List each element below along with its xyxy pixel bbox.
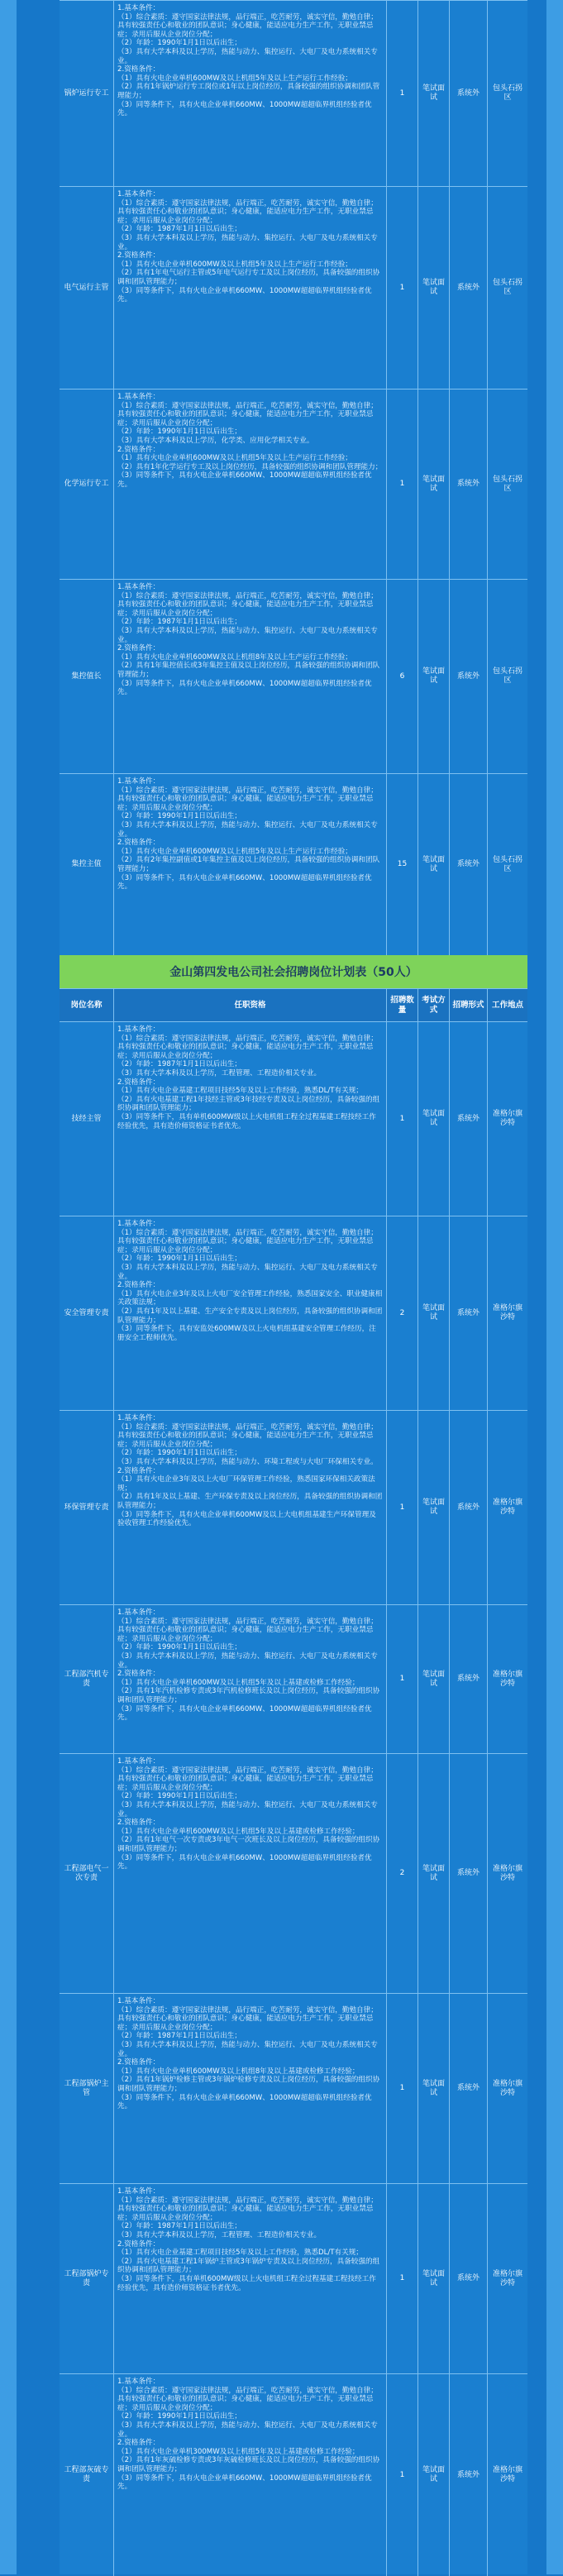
recruit-mode: 系统外 <box>450 1994 488 2183</box>
section-banner <box>60 955 527 988</box>
table-row <box>60 579 527 773</box>
duty-text: 1.基本条件： （1）综合素质：遵守国家法律法规，品行端正，吃苦耐劳，诚实守信，勤勉自律；具有较强责任心和敬业的团队意识；身心健康，能适应电力生产工作，无职业禁忌症；录用后服从企业岗位分配； （2）年龄：1990年1月1日以后出生； （3）具有大学本科及以上学历，热能与动力、集控运行、大电厂及电力系统相关专业。 2.资格条件： （1）具有火电企业单机600MW及以上机组5年及以上生产运行工作经验； （2）具有1年锅炉运行专工岗位或1年以上岗位经历，具备较强的组织协调和团队管理能力； （3）同等条件下，具有火电企业单机660MW、1000MW超超临界机组经验者优先。 <box>117 4 380 118</box>
section-banner-title: 金山第四发电公司社会招聘岗位计划表（50人） <box>169 966 417 979</box>
headcount: 1 <box>387 187 418 389</box>
qualification-cell <box>114 2184 387 2373</box>
right-margin <box>546 0 563 2574</box>
qualification-cell <box>114 1994 387 2183</box>
duty-text: 1.基本条件： （1）综合素质：遵守国家法律法规，品行端正，吃苦耐劳，诚实守信，勤勉自律；具有较强责任心和敬业的团队意识；身心健康，能适应电力生产工作，无职业禁忌症；录用后服从企业岗位分配； （2）年龄：1990年1月1日以后出生； （3）具有大学本科及以上学历，热能与动力、集控运行、大电厂及电力系统相关专业。 2.资格条件： （1）具有火电企业单机300MW及以上机组5年及以上基建或检修工作经验； （2）具有1年灰硫检修专责或3年灰硫检修班长及以上岗位经历，具备较强的组织协调和团队管理能力； （3）同等条件下，具有火电企业单机660MW、1000MW超超临界机组经验者优先。 <box>117 2378 380 2492</box>
work-location: 包头石拐区 <box>492 279 522 296</box>
duty-text: 1.基本条件： （1）综合素质：遵守国家法律法规，品行端正，吃苦耐劳，诚实守信，勤勉自律；具有较强责任心和敬业的团队意识；身心健康，能适应电力生产工作，无职业禁忌症；录用后服从企业岗位分配； （2）年龄：1990年1月1日以后出生； （3）具有大学本科及以上学历，热能与动力、集控运行、大电厂及电力系统相关专业。 2.资格条件： （1）具有火电企业单机600MW及以上机组5年及以上基建或检修工作经验； （2）具有1年汽机检修专责或3年汽机检修班长及以上岗位经历，具备较强的组织协调和团队管理能力； （3）同等条件下，具有火电企业单机660MW、1000MW超超临界机组经验者优先。 <box>117 1608 380 1723</box>
table-row <box>60 1604 527 1753</box>
exam-method: 笔试面试 <box>418 580 450 773</box>
headcount: 1 <box>387 2184 418 2373</box>
header-mode: 招聘形式 <box>450 989 488 1021</box>
work-location: 准格尔旗沙特 <box>492 1670 522 1688</box>
work-location: 准格尔旗沙特 <box>492 1110 522 1127</box>
duty-text: 1.基本条件： （1）综合素质：遵守国家法律法规，品行端正，吃苦耐劳，诚实守信，勤勉自律；具有较强责任心和敬业的团队意识；身心健康，能适应电力生产工作，无职业禁忌症；录用后服从企业岗位分配； （2）年龄：1990年1月1日以后出生； （3）具有大学本科及以上学历，热能与动力、集控运行、大电厂及电力系统相关专业。 2.资格条件： （1）具有火电企业单机600MW及以上机组5年及以上生产运行工作经验； （2）具有2年集控副值或1年集控主值及以上岗位经历，具备较强的组织协调和团队管理能力； （3）同等条件下，具有火电企业单机660MW、1000MW超超临界机组经验者优先。 <box>117 777 380 891</box>
exam-method: 笔试面试 <box>418 390 450 579</box>
table-row <box>60 186 527 389</box>
duty-text: 1.基本条件： （1）综合素质：遵守国家法律法规，品行端正，吃苦耐劳，诚实守信，勤勉自律；具有较强责任心和敬业的团队意识；身心健康，能适应电力生产工作，无职业禁忌症；录用后服从企业岗位分配； （2）年龄：1990年1月1日以后出生； （3）具有大学本科及以上学历，热能与动力、集控运行、大电厂及电力系统相关专业。 2.资格条件： （1）具有火电企业3年及以上火电厂安全管理工作经验，熟悉国家安全、职业健康相关政策法规； （2）具有1年及以上基建、生产安全专责及以上岗位经历，具备较强的组织协调和团队管理能力； （3）同等条件下，具有安监处600MW及以上火电机组基建安全管理工作经历，注册安全工程师优先。 <box>117 1220 383 1342</box>
work-location: 包头石拐区 <box>492 855 522 873</box>
duty-text: 1.基本条件： （1）综合素质：遵守国家法律法规，品行端正，吃苦耐劳，诚实守信，勤勉自律；具有较强责任心和敬业的团队意识；身心健康，能适应电力生产工作，无职业禁忌症；录用后服从企业岗位分配； （2）年龄：1987年1月1日以后出生； （3）具有大学本科及以上学历，工程管理、工程造价相关专业。 2.资格条件： （1）具有火电企业基建工程项目技经5年及以上工作经验，熟悉DL/T有关规； （2）具有火电基建工程1年技经主管或3年技经专责及以上岗位经历，具备较强的组织协调和团队管理能力； （3）同等条件下，具有单机600MW级以上火电机组工程全过程基建工程技经工作经验优先，具有造价师资格证书者优先。 <box>117 1025 380 1130</box>
exam-method: 笔试面试 <box>418 1605 450 1753</box>
qualification-cell <box>114 580 387 773</box>
exam-method: 笔试面试 <box>418 1022 450 1216</box>
exam-method: 笔试面试 <box>418 2374 450 2576</box>
header-title: 岗位名称 <box>60 989 114 1021</box>
header-num: 招聘数量 <box>387 989 418 1021</box>
headcount: 1 <box>387 1994 418 2183</box>
recruit-mode: 系统外 <box>450 2374 488 2576</box>
qualification-cell <box>114 774 387 955</box>
recruit-mode: 系统外 <box>450 774 488 955</box>
recruit-mode: 系统外 <box>450 1216 488 1410</box>
position-title: 集控值长 <box>60 580 114 773</box>
table-row <box>60 1410 527 1604</box>
duty-text: 1.基本条件： （1）综合素质：遵守国家法律法规，品行端正，吃苦耐劳，诚实守信，勤勉自律；具有较强责任心和敬业的团队意识；身心健康，能适应电力生产工作，无职业禁忌症；录用后服从企业岗位分配； （2）年龄：1987年1月1日以后出生； （3）具有大学本科及以上学历，热能与动力、集控运行、大电厂及电力系统相关专业。 2.资格条件： （1）具有火电企业单机600MW及以上机组8年及以上生产运行工作经验； （2）具有1年集控值长或3年集控主值及以上岗位经历，具备较强的组织协调和团队管理能力； （3）同等条件下，具有火电企业单机660MW、1000MW超超临界机组经验者优先。 <box>117 583 380 697</box>
duty-text: 1.基本条件： （1）综合素质：遵守国家法律法规，品行端正，吃苦耐劳，诚实守信，勤勉自律；具有较强责任心和敬业的团队意识；身心健康，能适应电力生产工作，无职业禁忌症；录用后服从企业岗位分配； （2）年龄：1987年1月1日以后出生； （3）具有大学本科及以上学历，热能与动力、集控运行、大电厂及电力系统相关专业。 2.资格条件： （1）具有火电企业单机600MW及以上机组5年及以上生产运行工作经验； （2）具有1年电气运行主管或5年电气运行专工及以上岗位经历，具备较强的组织协调和团队管理能力； （3）同等条件下，具有火电企业单机660MW、1000MW超超临界机组经验者优先。 <box>117 190 380 304</box>
work-location: 准格尔旗沙特 <box>492 2466 522 2483</box>
table-row <box>60 389 527 579</box>
headcount: 1 <box>387 1605 418 1753</box>
headcount: 2 <box>387 1216 418 1410</box>
headcount: 1 <box>387 1411 418 1604</box>
table-row <box>60 1993 527 2183</box>
recruit-mode: 系统外 <box>450 2184 488 2373</box>
position-title: 工程部锅炉主管 <box>60 1994 114 2183</box>
recruit-mode: 系统外 <box>450 1411 488 1604</box>
recruit-mode: 系统外 <box>450 1754 488 1993</box>
header-row <box>60 988 527 1021</box>
duty-text: 1.基本条件： （1）综合素质：遵守国家法律法规，品行端正，吃苦耐劳，诚实守信，勤勉自律；具有较强责任心和敬业的团队意识；身心健康，能适应电力生产工作，无职业禁忌症；录用后服从企业岗位分配； （2）年龄：1987年1月1日以后出生； （3）具有大学本科及以上学历，热能与动力、集控运行、大电厂及电力系统相关专业。 2.资格条件： （1）具有火电企业单机600MW及以上机组8年及以上基建或检修工作经验； （2）具有1年锅炉检修主管或3年锅炉检修专责及以上岗位经历，具备较强的组织协调和团队管理能力； （3）同等条件下，具有火电企业单机660MW、1000MW超超临界机组经验者优先。 <box>117 1997 380 2111</box>
work-location: 包头石拐区 <box>492 84 522 102</box>
recruit-mode: 系统外 <box>450 580 488 773</box>
qualification-cell <box>114 1216 387 1410</box>
exam-method: 笔试面试 <box>418 1754 450 1993</box>
position-title: 工程部汽机专责 <box>60 1605 114 1753</box>
exam-method: 笔试面试 <box>418 187 450 389</box>
qualification-cell <box>114 1411 387 1604</box>
position-title: 锅炉运行专工 <box>60 1 114 186</box>
qualification-cell <box>114 390 387 579</box>
duty-text: 1.基本条件： （1）综合素质：遵守国家法律法规，品行端正，吃苦耐劳，诚实守信，勤勉自律；具有较强责任心和敬业的团队意识；身心健康，能适应电力生产工作，无职业禁忌症；录用后服从企业岗位分配； （2）年龄：1987年1月1日以后出生； （3）具有大学本科及以上学历，工程管理、工程造价相关专业。 2.资格条件： （1）具有火电企业基建工程项目技经5年及以上工作经验，熟悉DL/T有关规； （2）具有火电基建工程1年锅炉主管或3年锅炉专责及以上岗位经历，具备较强的组织协调和团队管理能力； （3）同等条件下，具有单机600MW级以上火电机组工程全过程基建工程技经工作经验优先，具有造价师资格证书者优先。 <box>117 2187 380 2292</box>
table-row <box>60 1753 527 1993</box>
table-row <box>60 773 527 955</box>
headcount: 1 <box>387 390 418 579</box>
table-row <box>60 2183 527 2373</box>
position-title: 技经主管 <box>60 1022 114 1216</box>
headcount: 6 <box>387 580 418 773</box>
recruit-mode: 系统外 <box>450 1 488 186</box>
recruit-mode: 系统外 <box>450 187 488 389</box>
work-location: 准格尔旗沙特 <box>492 2079 522 2097</box>
left-margin <box>0 0 17 2574</box>
position-title: 集控主值 <box>60 774 114 955</box>
table-row <box>60 2373 527 2576</box>
duty-text: 1.基本条件： （1）综合素质：遵守国家法律法规，品行端正，吃苦耐劳，诚实守信，勤勉自律；具有较强责任心和敬业的团队意识；身心健康，能适应电力生产工作，无职业禁忌症；录用后服从企业岗位分配； （2）年龄：1990年1月1日以后出生； （3）具有大学本科及以上学历，热能与动力、环境工程或与大电厂环保相关专业。 2.资格条件： （1）具有火电企业3年及以上火电厂环保管理工作经验，熟悉国家环保相关政策法规； （2）具有1年及以上基建、生产环保专责及以上岗位经历，具备较强的组织协调和团队管理能力； （3）同等条件下，具有火电企业单机600MW及以上大电机组基建生产环保管理及验收管理工作经验优先。 <box>117 1414 383 1528</box>
work-location: 准格尔旗沙特 <box>492 1304 522 1321</box>
qualification-cell <box>114 1754 387 1993</box>
table-row <box>60 0 527 186</box>
header-loc: 工作地点 <box>491 1000 523 1010</box>
headcount: 2 <box>387 1754 418 1993</box>
table-row <box>60 1216 527 1410</box>
work-location: 准格尔旗沙特 <box>492 1498 522 1516</box>
exam-method: 笔试面试 <box>418 2184 450 2373</box>
exam-method: 笔试面试 <box>418 1994 450 2183</box>
qualification-cell <box>114 1 387 186</box>
qualification-cell <box>114 187 387 389</box>
position-title: 工程部灰硫专责 <box>60 2374 114 2576</box>
headcount: 1 <box>387 1022 418 1216</box>
work-location: 包头石拐区 <box>492 667 522 685</box>
work-location: 准格尔旗沙特 <box>492 1864 522 1882</box>
exam-method: 笔试面试 <box>418 1216 450 1410</box>
recruitment-table-panel <box>60 0 527 2574</box>
recruit-mode: 系统外 <box>450 390 488 579</box>
exam-method: 笔试面试 <box>418 1411 450 1604</box>
headcount: 1 <box>387 2374 418 2576</box>
position-title: 化学运行专工 <box>60 390 114 579</box>
table-row <box>60 1021 527 1216</box>
qualification-cell <box>114 1605 387 1753</box>
qualification-cell <box>114 2374 387 2576</box>
headcount: 15 <box>387 774 418 955</box>
position-title: 环保管理专责 <box>60 1411 114 1604</box>
position-title: 工程部电气一次专责 <box>60 1754 114 1993</box>
headcount: 1 <box>387 1 418 186</box>
header-duty: 任职资格 <box>114 989 387 1021</box>
header-exam: 考试方式 <box>418 989 450 1021</box>
exam-method: 笔试面试 <box>418 774 450 955</box>
duty-text: 1.基本条件： （1）综合素质：遵守国家法律法规，品行端正，吃苦耐劳，诚实守信，勤勉自律；具有较强责任心和敬业的团队意识；身心健康，能适应电力生产工作，无职业禁忌症；录用后服从企业岗位分配； （2）年龄：1990年1月1日以后出生； （3）具有大学本科及以上学历，化学类、应用化学相关专业。 2.资格条件： （1）具有火电企业单机600MW及以上机组5年及以上生产运行工作经验； （2）具有1年化学运行专工及以上岗位经历，具备较强的组织协调和团队管理能力； （3）同等条件下，具有火电企业单机660MW、1000MW超超临界机组经验者优先。 <box>117 393 383 489</box>
work-location: 准格尔旗沙特 <box>492 2269 522 2287</box>
exam-method: 笔试面试 <box>418 1 450 186</box>
recruit-mode: 系统外 <box>450 1022 488 1216</box>
position-title: 安全管理专责 <box>60 1216 114 1410</box>
recruit-mode: 系统外 <box>450 1605 488 1753</box>
duty-text: 1.基本条件： （1）综合素质：遵守国家法律法规，品行端正，吃苦耐劳，诚实守信，勤勉自律；具有较强责任心和敬业的团队意识；身心健康，能适应电力生产工作，无职业禁忌症；录用后服从企业岗位分配； （2）年龄：1990年1月1日以后出生； （3）具有大学本科及以上学历，热能与动力、集控运行、大电厂及电力系统相关专业。 2.资格条件： （1）具有火电企业单机600MW及以上机组5年及以上基建或检修工作经验； （2）具有1年电气一次专责或3年电气一次班长及以上岗位经历，具备较强的组织协调和团队管理能力； （3）同等条件下，具有火电企业单机660MW、1000MW超超临界机组经验者优先。 <box>117 1757 380 1871</box>
work-location: 包头石拐区 <box>492 475 522 493</box>
position-title: 工程部锅炉专责 <box>60 2184 114 2373</box>
position-title: 电气运行主管 <box>60 187 114 389</box>
qualification-cell <box>114 1022 387 1216</box>
